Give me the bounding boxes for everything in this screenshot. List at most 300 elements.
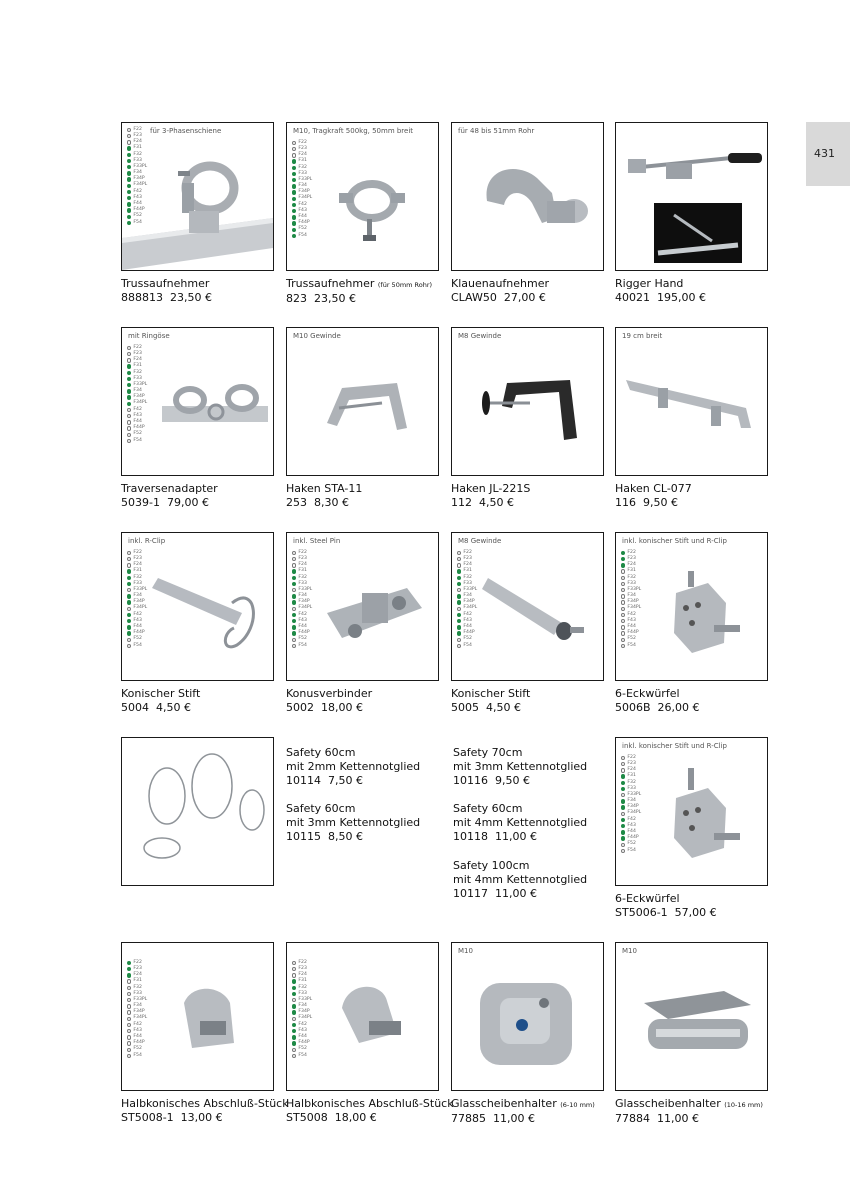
truss-code: F33PL — [463, 586, 478, 592]
fit-yes-dot-icon — [127, 184, 131, 188]
fit-yes-dot-icon — [292, 613, 296, 617]
fit-yes-dot-icon — [127, 371, 131, 375]
product-card[interactable] — [451, 327, 604, 510]
product-title: Konusverbinder — [286, 687, 373, 700]
truss-code: F34 — [133, 593, 142, 599]
fit-no-dot-icon — [457, 588, 461, 592]
truss-code: F24 — [298, 152, 307, 158]
truss-fit-item — [457, 643, 477, 649]
truss-code: F33 — [627, 580, 636, 586]
truss-code: F22 — [133, 549, 142, 555]
product-card[interactable] — [615, 532, 768, 715]
truss-code: F31 — [627, 568, 636, 574]
truss-code: F44 — [298, 1034, 307, 1040]
truss-code: F32 — [133, 984, 142, 990]
product-image-box — [286, 122, 439, 271]
product-title: Rigger Hand — [615, 277, 684, 290]
fit-no-dot-icon — [127, 346, 131, 350]
rigger-hand-image — [616, 123, 767, 270]
fit-no-dot-icon — [127, 563, 131, 567]
truss-code: F22 — [133, 126, 142, 132]
truss-code: F24 — [133, 357, 142, 363]
safety-title: Safety 60cm — [286, 746, 356, 759]
fit-yes-dot-icon — [292, 197, 296, 201]
fit-no-dot-icon — [292, 638, 296, 642]
safety-title: Safety 60cm — [453, 802, 523, 815]
truss-code: F54 — [463, 642, 472, 648]
product-price: 5002 18,00 € — [286, 701, 363, 714]
safety-title: Safety 100cm — [453, 859, 530, 872]
fit-yes-dot-icon — [621, 836, 625, 840]
truss-code: F42 — [298, 1021, 307, 1027]
product-title: Konischer Stift — [451, 687, 531, 700]
fit-yes-dot-icon — [621, 787, 625, 791]
fit-no-dot-icon — [621, 569, 625, 573]
truss-code: F31 — [133, 145, 142, 151]
safety-desc: mit 4mm Kettennotglied — [453, 816, 588, 829]
fit-no-dot-icon — [127, 1010, 131, 1014]
truss-code: F43 — [298, 207, 307, 213]
fit-no-dot-icon — [292, 967, 296, 971]
product-card[interactable] — [286, 532, 439, 715]
fit-no-dot-icon — [127, 128, 131, 132]
truss-code: F34P — [627, 599, 639, 605]
fit-no-dot-icon — [127, 979, 131, 983]
product-image-box — [121, 737, 274, 886]
page-tab — [806, 122, 850, 186]
truss-fit-item — [292, 643, 312, 649]
truss-code: F23 — [627, 760, 636, 766]
product-image-box — [286, 327, 439, 476]
truss-code: F44P — [133, 630, 145, 636]
product-card[interactable] — [451, 122, 604, 305]
fit-no-dot-icon — [127, 607, 131, 611]
fit-yes-dot-icon — [292, 986, 296, 990]
fit-no-dot-icon — [621, 812, 625, 816]
truss-code: F34 — [133, 170, 142, 176]
truss-code: F43 — [133, 412, 142, 418]
truss-code: F31 — [133, 363, 142, 369]
truss-code: F44P — [298, 220, 310, 226]
product-title: Halbkonisches Abschluß-Stück — [286, 1097, 454, 1110]
safety-price: 10116 9,50 € — [453, 774, 530, 787]
product-note: für 48 bis 51mm Rohr — [458, 127, 535, 135]
fit-no-dot-icon — [621, 625, 625, 629]
truss-code: F32 — [298, 984, 307, 990]
safety-desc: mit 4mm Kettennotglied — [453, 873, 588, 886]
product-price: 5006B 26,00 € — [615, 701, 700, 714]
fit-no-dot-icon — [127, 426, 131, 430]
fit-no-dot-icon — [127, 551, 131, 555]
product-note: für 3-Phasenschiene — [150, 127, 222, 135]
fit-no-dot-icon — [621, 638, 625, 642]
fit-yes-dot-icon — [127, 159, 131, 163]
truss-fit-item — [292, 233, 312, 239]
product-title: Trussaufnehmer (für 50mm Rohr) — [286, 277, 433, 290]
truss-code: F31 — [298, 978, 307, 984]
truss-fit-item — [127, 1053, 147, 1059]
truss-code: F34 — [627, 798, 636, 804]
fit-no-dot-icon — [621, 588, 625, 592]
truss-code: F23 — [133, 350, 142, 356]
product-title: Glasscheibenhalter (6-10 mm) — [451, 1097, 595, 1110]
product-price: 5039-1 79,00 € — [121, 496, 209, 509]
fit-no-dot-icon — [621, 619, 625, 623]
fit-no-dot-icon — [292, 153, 296, 157]
fit-yes-dot-icon — [621, 818, 625, 822]
fit-yes-dot-icon — [127, 153, 131, 157]
product-image-box — [451, 327, 604, 476]
fit-no-dot-icon — [127, 1004, 131, 1008]
truss-code: F34PL — [627, 810, 642, 816]
fit-no-dot-icon — [292, 588, 296, 592]
truss-code: F52 — [463, 636, 472, 642]
fit-yes-dot-icon — [127, 619, 131, 623]
truss-fit-item — [621, 848, 641, 854]
fit-no-dot-icon — [621, 600, 625, 604]
fit-yes-dot-icon — [292, 228, 296, 232]
fit-no-dot-icon — [292, 563, 296, 567]
truss-code: F43 — [133, 1027, 142, 1033]
fit-yes-dot-icon — [127, 377, 131, 381]
truss-code: F34PL — [133, 605, 148, 611]
fit-yes-dot-icon — [292, 190, 296, 194]
fit-yes-dot-icon — [127, 625, 131, 629]
truss-code: F44 — [133, 624, 142, 630]
fit-yes-dot-icon — [127, 389, 131, 393]
truss-code: F32 — [133, 574, 142, 580]
product-title: Halbkonisches Abschluß-Stück — [121, 1097, 289, 1110]
truss-code: F44 — [627, 624, 636, 630]
truss-fit-item — [621, 643, 641, 649]
product-price: 116 9,50 € — [615, 496, 678, 509]
safety-cable-card[interactable] — [121, 737, 274, 886]
fit-yes-dot-icon — [292, 979, 296, 983]
truss-code: F52 — [627, 841, 636, 847]
product-card[interactable] — [615, 327, 768, 510]
product-title: 6-Eckwürfel — [615, 687, 680, 700]
truss-code: F32 — [463, 574, 472, 580]
product-image-box — [121, 122, 274, 271]
fit-no-dot-icon — [127, 134, 131, 138]
truss-code: F22 — [298, 959, 307, 965]
fit-no-dot-icon — [127, 644, 131, 648]
fit-yes-dot-icon — [127, 582, 131, 586]
truss-code: F43 — [298, 617, 307, 623]
truss-code: F31 — [133, 978, 142, 984]
truss-code: F52 — [627, 636, 636, 642]
fit-no-dot-icon — [292, 141, 296, 145]
truss-code: F42 — [133, 611, 142, 617]
truss-code: F32 — [627, 574, 636, 580]
fit-no-dot-icon — [457, 557, 461, 561]
fit-no-dot-icon — [292, 147, 296, 151]
fit-yes-dot-icon — [621, 799, 625, 803]
fit-no-dot-icon — [621, 849, 625, 853]
fit-no-dot-icon — [127, 992, 131, 996]
truss-code: F34PL — [298, 1015, 313, 1021]
fit-no-dot-icon — [127, 638, 131, 642]
truss-code: F33PL — [627, 586, 642, 592]
truss-code: F54 — [133, 642, 142, 648]
product-card[interactable] — [286, 327, 439, 510]
truss-code: F43 — [463, 617, 472, 623]
truss-code: F23 — [298, 555, 307, 561]
truss-code: F33 — [463, 580, 472, 586]
fit-no-dot-icon — [621, 768, 625, 772]
truss-code: F23 — [463, 555, 472, 561]
truss-code: F54 — [133, 437, 142, 443]
safety-price: 10114 7,50 € — [286, 774, 363, 787]
fit-yes-dot-icon — [127, 165, 131, 169]
truss-code: F44P — [627, 630, 639, 636]
fit-no-dot-icon — [292, 1017, 296, 1021]
product-image-box — [121, 532, 274, 681]
fit-no-dot-icon — [292, 607, 296, 611]
fit-yes-dot-icon — [292, 234, 296, 238]
fit-no-dot-icon — [127, 420, 131, 424]
product-card[interactable] — [615, 942, 768, 1126]
truss-code: F23 — [298, 965, 307, 971]
fit-no-dot-icon — [292, 644, 296, 648]
fit-yes-dot-icon — [292, 619, 296, 623]
fit-yes-dot-icon — [292, 1004, 296, 1008]
truss-fit-list — [621, 755, 641, 854]
fit-no-dot-icon — [127, 998, 131, 1002]
fit-no-dot-icon — [127, 986, 131, 990]
truss-fit-item — [127, 438, 147, 444]
truss-fit-list — [457, 550, 477, 649]
safety-cable-image — [122, 738, 273, 885]
product-card[interactable] — [121, 942, 289, 1125]
truss-code: F44P — [133, 1040, 145, 1046]
product-note: M8 Gewinde — [458, 537, 502, 545]
truss-code: F54 — [298, 642, 307, 648]
product-image-box — [286, 942, 439, 1091]
safety-item — [453, 859, 587, 901]
truss-code: F33 — [133, 580, 142, 586]
product-title: 6-Eckwürfel — [615, 892, 680, 905]
fit-yes-dot-icon — [292, 221, 296, 225]
product-title: Traversenadapter — [121, 482, 218, 495]
truss-code: F44P — [133, 425, 145, 431]
truss-code: F23 — [133, 132, 142, 138]
product-card[interactable] — [121, 122, 274, 305]
truss-code: F43 — [133, 194, 142, 200]
truss-code: F42 — [463, 611, 472, 617]
truss-code: F54 — [627, 847, 636, 853]
fit-no-dot-icon — [292, 973, 296, 977]
fit-yes-dot-icon — [292, 582, 296, 586]
truss-code: F22 — [133, 344, 142, 350]
safety-item — [453, 746, 587, 788]
truss-code: F24 — [298, 972, 307, 978]
truss-code: F34 — [298, 1003, 307, 1009]
product-image-box — [121, 942, 274, 1091]
fit-yes-dot-icon — [457, 594, 461, 598]
fit-no-dot-icon — [127, 557, 131, 561]
fit-no-dot-icon — [292, 998, 296, 1002]
truss-code: F54 — [133, 1052, 142, 1058]
fit-yes-dot-icon — [127, 196, 131, 200]
fit-yes-dot-icon — [127, 613, 131, 617]
truss-code: F23 — [133, 965, 142, 971]
fit-no-dot-icon — [292, 961, 296, 965]
truss-code: F23 — [298, 145, 307, 151]
truss-code: F42 — [133, 1021, 142, 1027]
fit-yes-dot-icon — [127, 961, 131, 965]
product-price: 888813 23,50 € — [121, 291, 212, 304]
truss-fit-item — [292, 1053, 312, 1059]
truss-code: F34PL — [133, 182, 148, 188]
product-card[interactable] — [286, 122, 439, 306]
safety-item — [286, 802, 420, 844]
fit-yes-dot-icon — [457, 569, 461, 573]
claw-clamp-image — [452, 123, 603, 270]
truss-code: F22 — [463, 549, 472, 555]
truss-code: F44 — [298, 214, 307, 220]
product-price: 40021 195,00 € — [615, 291, 706, 304]
truss-code: F44P — [298, 630, 310, 636]
fit-no-dot-icon — [457, 644, 461, 648]
fit-yes-dot-icon — [292, 1035, 296, 1039]
glass-holder-image — [616, 943, 767, 1090]
truss-code: F31 — [298, 158, 307, 164]
truss-code: F34P — [133, 599, 145, 605]
truss-code: F52 — [133, 213, 142, 219]
product-card[interactable] — [451, 532, 604, 715]
fit-yes-dot-icon — [292, 625, 296, 629]
fit-yes-dot-icon — [457, 619, 461, 623]
safety-desc: mit 3mm Kettennotglied — [453, 760, 588, 773]
truss-code: F33PL — [133, 586, 148, 592]
fit-no-dot-icon — [621, 582, 625, 586]
truss-fit-list — [127, 960, 147, 1059]
truss-code: F34P — [133, 394, 145, 400]
truss-code: F44P — [463, 630, 475, 636]
fit-yes-dot-icon — [127, 631, 131, 635]
fit-no-dot-icon — [621, 843, 625, 847]
truss-code: F34P — [133, 176, 145, 182]
fit-no-dot-icon — [127, 414, 131, 418]
fit-no-dot-icon — [457, 551, 461, 555]
truss-code: F34P — [298, 1009, 310, 1015]
product-price: CLAW50 27,00 € — [451, 291, 546, 304]
fit-no-dot-icon — [457, 563, 461, 567]
truss-code: F33PL — [298, 176, 313, 182]
safety-item — [453, 802, 587, 844]
truss-code: F52 — [298, 636, 307, 642]
truss-code: F31 — [463, 568, 472, 574]
truss-code: F24 — [627, 562, 636, 568]
fit-yes-dot-icon — [292, 1023, 296, 1027]
fit-yes-dot-icon — [621, 563, 625, 567]
product-note: M10 — [458, 947, 473, 955]
fit-no-dot-icon — [292, 1054, 296, 1058]
fit-no-dot-icon — [621, 607, 625, 611]
truss-code: F34 — [133, 388, 142, 394]
truss-code: F42 — [627, 611, 636, 617]
fit-yes-dot-icon — [292, 576, 296, 580]
truss-code: F23 — [133, 555, 142, 561]
product-card[interactable] — [121, 532, 274, 715]
truss-code: F32 — [133, 151, 142, 157]
fit-yes-dot-icon — [292, 1029, 296, 1033]
product-price: 5004 4,50 € — [121, 701, 191, 714]
truss-code: F34 — [298, 183, 307, 189]
product-image-box — [121, 327, 274, 476]
fit-yes-dot-icon — [127, 395, 131, 399]
truss-code: F22 — [298, 549, 307, 555]
fit-yes-dot-icon — [127, 383, 131, 387]
safety-item — [286, 746, 420, 788]
truss-code: F42 — [298, 611, 307, 617]
fit-yes-dot-icon — [127, 202, 131, 206]
fit-yes-dot-icon — [292, 178, 296, 182]
truss-code: F44 — [133, 201, 142, 207]
truss-code: F44 — [133, 1034, 142, 1040]
fit-no-dot-icon — [621, 594, 625, 598]
truss-code: F34PL — [298, 195, 313, 201]
fit-yes-dot-icon — [621, 551, 625, 555]
product-image-box — [615, 942, 768, 1091]
fit-no-dot-icon — [127, 140, 131, 144]
fit-no-dot-icon — [127, 1054, 131, 1058]
fit-yes-dot-icon — [621, 805, 625, 809]
truss-code: F52 — [298, 226, 307, 232]
product-card[interactable] — [121, 327, 274, 510]
truss-code: F52 — [133, 1046, 142, 1052]
fit-no-dot-icon — [621, 762, 625, 766]
truss-code: F34P — [298, 189, 310, 195]
fit-yes-dot-icon — [621, 774, 625, 778]
fit-no-dot-icon — [127, 408, 131, 412]
product-image-box — [286, 532, 439, 681]
fit-yes-dot-icon — [292, 992, 296, 996]
truss-code: F24 — [463, 562, 472, 568]
truss-code: F33PL — [627, 791, 642, 797]
safety-price: 10115 8,50 € — [286, 830, 363, 843]
truss-code: F34PL — [133, 1015, 148, 1021]
product-card[interactable] — [615, 122, 768, 305]
truss-code: F34 — [298, 593, 307, 599]
truss-code: F32 — [298, 574, 307, 580]
product-card[interactable] — [451, 942, 604, 1126]
fit-yes-dot-icon — [457, 582, 461, 586]
truss-code: F34 — [463, 593, 472, 599]
fit-yes-dot-icon — [621, 781, 625, 785]
truss-code: F43 — [627, 617, 636, 623]
fit-yes-dot-icon — [127, 600, 131, 604]
product-card[interactable] — [286, 942, 454, 1125]
fit-yes-dot-icon — [457, 613, 461, 617]
truss-code: F34P — [298, 599, 310, 605]
fit-yes-dot-icon — [292, 594, 296, 598]
truss-code: F31 — [298, 568, 307, 574]
product-card[interactable] — [615, 737, 768, 920]
c-hook-black-image — [452, 328, 603, 475]
fit-no-dot-icon — [127, 1029, 131, 1033]
product-title: Glasscheibenhalter (10-16 mm) — [615, 1097, 763, 1110]
truss-code: F24 — [298, 562, 307, 568]
truss-code: F24 — [133, 972, 142, 978]
product-note: M10, Tragkraft 500kg, 50mm breit — [293, 127, 414, 135]
fit-no-dot-icon — [127, 588, 131, 592]
product-note: inkl. R-Clip — [128, 537, 166, 545]
truss-code: F33PL — [133, 996, 148, 1002]
truss-code: F24 — [133, 562, 142, 568]
product-title: Klauenaufnehmer — [451, 277, 550, 290]
